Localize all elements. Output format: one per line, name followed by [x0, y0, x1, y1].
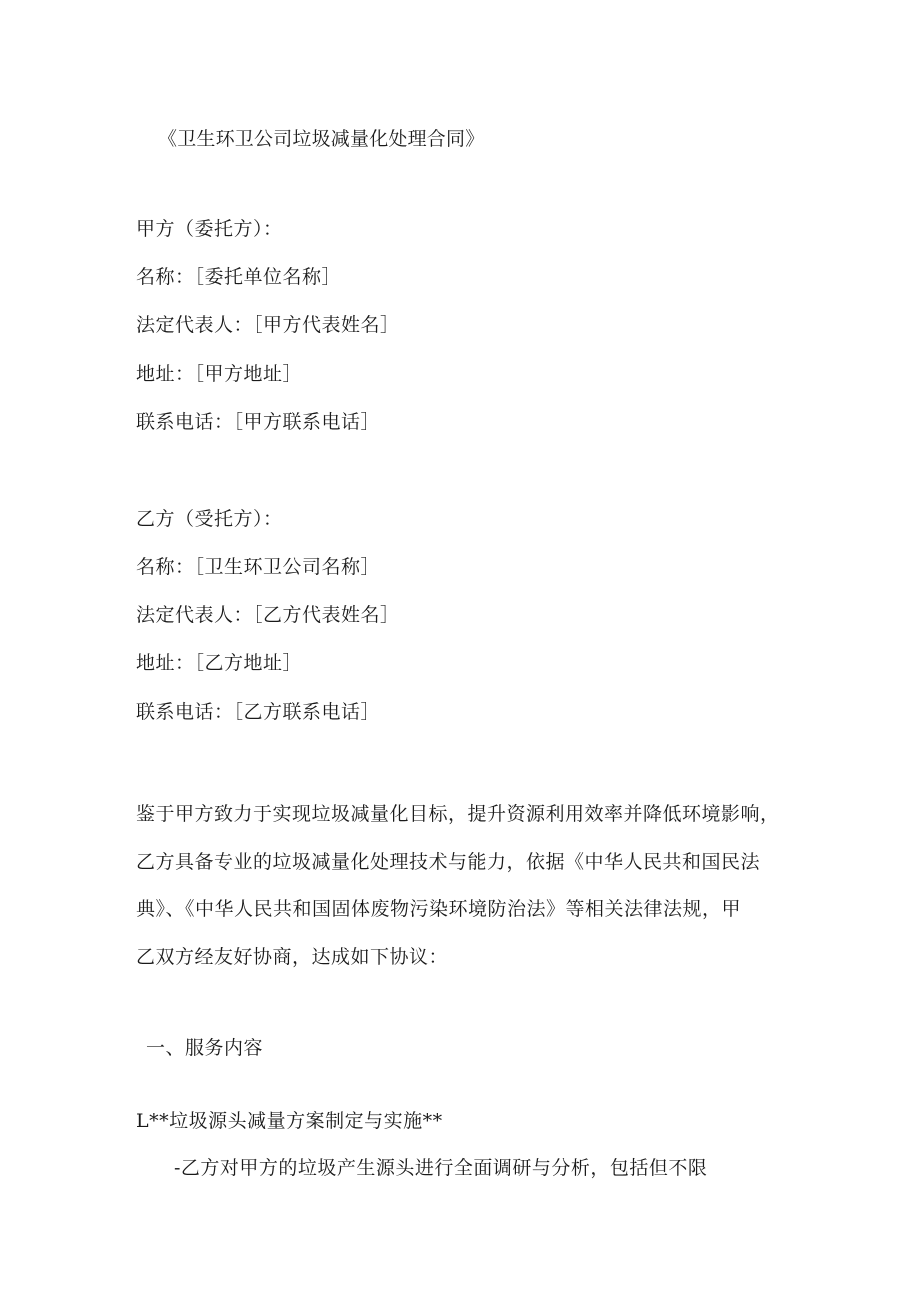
preamble-line: 鉴于甲方致力于实现垃圾减量化目标，提升资源利用效率并降低环境影响， [136, 803, 780, 825]
party-a-heading: 甲方（委托方）： [136, 218, 283, 240]
preamble-line: 典》、《中华人民共和国固体废物污染环境防治法》等相关法律法规，甲 [136, 898, 742, 920]
contract-title: 《卫生环卫公司垃圾减量化处理合同》 [158, 128, 485, 150]
party-b-phone: 联系电话：［乙方联系电话］ [136, 701, 381, 723]
item-body-text: -乙方对甲方的垃圾产生源头进行全面调研与分析，包括但不限 [174, 1157, 708, 1179]
party-b-heading: 乙方（受托方）： [136, 508, 283, 530]
party-a-address: 地址：［甲方地址］ [136, 363, 303, 385]
party-b-name: 名称：［卫生环卫公司名称］ [136, 556, 381, 578]
preamble-paragraph [136, 791, 786, 981]
party-b-address: 地址：［乙方地址］ [136, 652, 303, 674]
item-heading-source-reduction: L**垃圾源头减量方案制定与实施** [136, 1110, 443, 1132]
party-a-representative: 法定代表人：［甲方代表姓名］ [136, 314, 400, 336]
section-heading-service-content: 一、服务内容 [146, 1037, 264, 1059]
party-a-name: 名称：［委托单位名称］ [136, 266, 342, 288]
preamble-line: 乙方具备专业的垃圾减量化处理技术与能力，依据《中华人民共和国民法 [136, 850, 761, 873]
party-b-representative: 法定代表人：［乙方代表姓名］ [136, 604, 400, 626]
party-a-phone: 联系电话：［甲方联系电话］ [136, 411, 381, 433]
preamble-line: 乙双方经友好协商，达成如下协议： [136, 945, 449, 968]
